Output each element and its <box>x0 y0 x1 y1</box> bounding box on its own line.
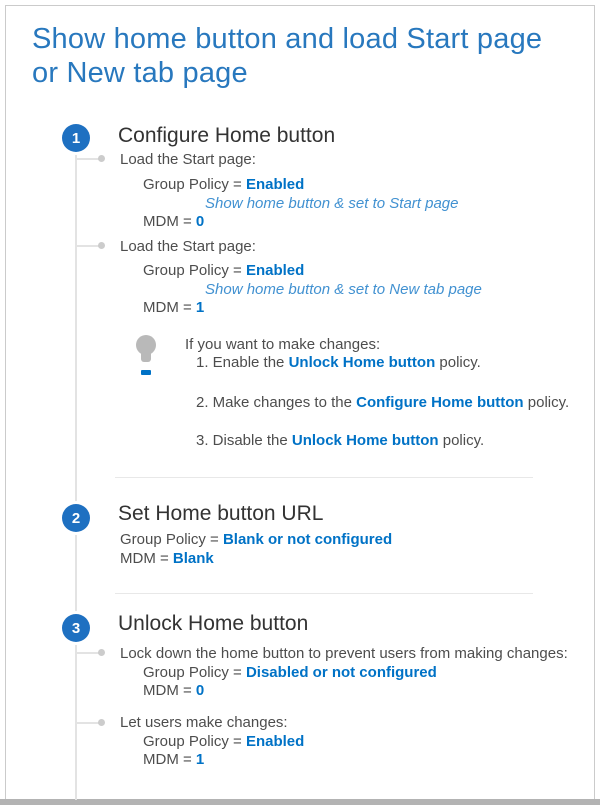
group-policy-value: Enabled <box>245 176 305 193</box>
mdm-line <box>143 299 204 316</box>
page-title <box>32 22 580 90</box>
step-3-heading: Unlock Home button <box>118 612 309 635</box>
mdm-label: MDM = <box>143 299 192 316</box>
mdm-line <box>143 751 204 768</box>
step-2-badge <box>62 504 90 532</box>
branch-connector-line <box>77 245 100 247</box>
policy-note: Show home button & set to New tab page <box>205 281 482 298</box>
step-1-heading: Configure Home button <box>118 124 336 147</box>
branch-connector-dot <box>98 649 105 656</box>
tip-item-3 <box>196 432 484 449</box>
tip-item-suffix: policy. <box>523 394 570 411</box>
mdm-value: Blank <box>172 550 214 567</box>
group-policy-label: Group Policy = <box>143 176 242 193</box>
group-policy-line <box>143 262 304 279</box>
tip-item-1 <box>196 354 481 371</box>
group-policy-label: Group Policy = <box>143 733 242 750</box>
group-policy-label: Group Policy = <box>143 664 242 681</box>
group-policy-line <box>143 664 437 681</box>
tip-item-2 <box>196 394 569 411</box>
group-policy-line <box>120 531 392 548</box>
group-policy-value: Enabled <box>245 733 305 750</box>
mdm-line <box>143 213 204 230</box>
branch-label: Load the Start page: <box>120 151 256 168</box>
group-policy-line <box>143 733 304 750</box>
tip-item-suffix: policy. <box>435 354 481 371</box>
mdm-label: MDM = <box>120 550 169 567</box>
branch-connector-dot <box>98 242 105 249</box>
mdm-value: 1 <box>195 299 205 316</box>
branch-connector-line <box>77 158 100 160</box>
step-2-number: 2 <box>71 509 81 527</box>
step-1-badge <box>62 124 90 152</box>
branch-label: Lock down the home button to prevent users from making changes: <box>120 645 568 662</box>
policy-name: Unlock Home button <box>291 432 439 449</box>
lightbulb-icon <box>136 335 156 355</box>
branch-connector-dot <box>98 719 105 726</box>
mdm-line <box>143 682 204 699</box>
tip-intro: If you want to make changes: <box>185 336 381 353</box>
step-2-heading: Set Home button URL <box>118 502 324 525</box>
mdm-line <box>120 550 214 567</box>
tip-item-prefix: 2. Make changes to the <box>196 394 357 411</box>
policy-name: Configure Home button <box>356 394 524 411</box>
branch-connector-line <box>77 652 100 654</box>
tip-item-suffix: policy. <box>438 432 485 449</box>
policy-note: Show home button & set to Start page <box>205 195 459 212</box>
page-title-line2: or New tab page <box>32 57 248 89</box>
group-policy-label: Group Policy = <box>120 531 219 548</box>
branch-label: Let users make changes: <box>120 714 288 731</box>
section-divider <box>115 593 533 594</box>
section-divider <box>115 477 533 478</box>
bottom-divider-strip <box>0 799 600 805</box>
group-policy-line <box>143 176 304 193</box>
mdm-label: MDM = <box>143 682 192 699</box>
step-3-badge <box>62 614 90 642</box>
lightbulb-icon-neck <box>141 353 151 362</box>
page-title-line1: Show home button and load Start page <box>32 23 543 55</box>
mdm-value: 1 <box>195 751 205 768</box>
group-policy-value: Blank or not configured <box>222 531 393 548</box>
step-3-number: 3 <box>71 619 81 637</box>
mdm-value: 0 <box>195 213 205 230</box>
group-policy-label: Group Policy = <box>143 262 242 279</box>
mdm-label: MDM = <box>143 213 192 230</box>
tip-item-prefix: 3. Disable the <box>196 432 292 449</box>
step-connector-rail <box>75 152 77 800</box>
mdm-value: 0 <box>195 682 205 699</box>
tip-item-prefix: 1. Enable the <box>196 354 289 371</box>
branch-label: Load the Start page: <box>120 238 256 255</box>
lightbulb-icon-base <box>141 370 151 375</box>
group-policy-value: Enabled <box>245 262 305 279</box>
step-1-number: 1 <box>71 129 81 147</box>
branch-connector-dot <box>98 155 105 162</box>
group-policy-value: Disabled or not configured <box>245 664 437 681</box>
policy-name: Unlock Home button <box>288 354 436 371</box>
branch-connector-line <box>77 722 100 724</box>
mdm-label: MDM = <box>143 751 192 768</box>
